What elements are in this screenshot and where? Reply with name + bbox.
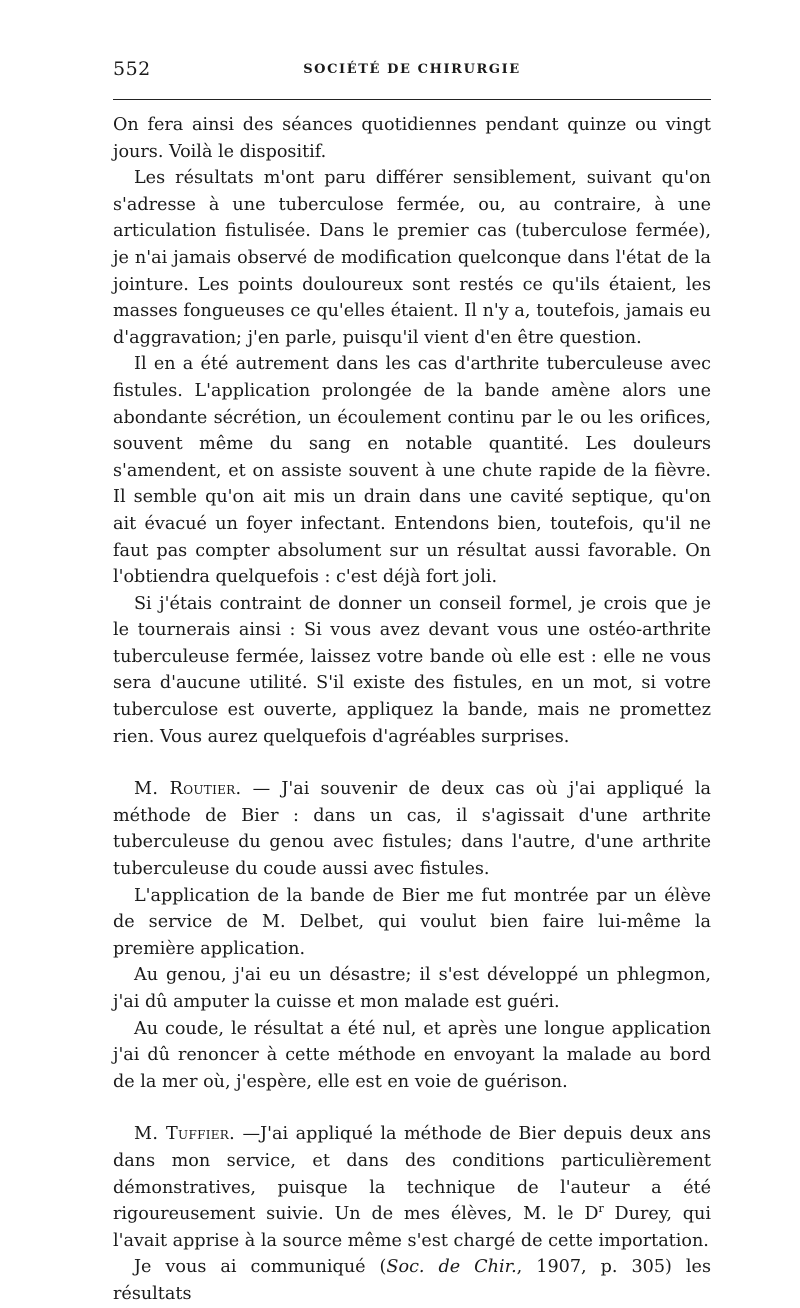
paragraph: L'application de la bande de Bier me fut montrée par un élève de service de M. Delbet, qui voulut bien faire lui-même la première application. — [113, 885, 711, 959]
speech-text-continued: Durey, qui l'avait apprise à la source même s'est chargé de cette importation. — [113, 1204, 712, 1251]
text-fragment: , 1907, p. 305) les résultats — [113, 1257, 711, 1304]
speaker-paragraph-routier — [113, 776, 711, 882]
paragraph: Au genou, j'ai eu un désastre; il s'est développé un phlegmon, j'ai dû amputer la cuisse et mon malade est guéri. — [113, 965, 711, 1012]
page-number: 552 — [113, 58, 151, 80]
paragraph — [113, 1254, 711, 1307]
page-header — [113, 58, 711, 88]
superscript: r — [598, 1202, 604, 1216]
paragraph: On fera ainsi des séances quotidiennes pendant quinze ou vingt jours. Voilà le dispositif. — [113, 115, 711, 162]
paragraph: Il en a été autrement dans les cas d'arthrite tuberculeuse avec fistules. L'application prolongée de la bande amène alors une abondante sécrétion, un écoulement continu par le ou les orifices, souvent même du sang en notable quantité. Les douleurs s'amendent, et on assiste souvent à une chute rapide de la fièvre. Il semble qu'on ait mis un drain dans une cavité septique, qu'on ait évacué un foyer infectant. Entendons bien, toutefois, qu'il ne faut pas compter absolument sur un résultat aussi favorable. On l'obtiendra quelquefois : c'est déjà fort joli. — [113, 354, 711, 588]
speech-text: — J'ai souvenir de deux cas où j'ai appliqué la méthode de Bier : dans un cas, il s'agissait d'une arthrite tuberculeuse du genou avec fistules; dans l'autre, d'une arthrite tuberculeuse du coude aussi avec fistules. — [113, 779, 711, 880]
paragraph: Au coude, le résultat a été nul, et après une longue application j'ai dû renoncer à cette méthode en envoyant la malade au bord de la mer où, j'espère, elle est en voie de guérison. — [113, 1018, 711, 1092]
body-text — [113, 112, 711, 1308]
header-rule — [113, 99, 711, 100]
text-fragment: Je vous ai communiqué ( — [134, 1257, 387, 1278]
speaker-paragraph-tuffier — [113, 1121, 711, 1254]
speaker-name: M. Routier. — [134, 779, 242, 800]
running-title: SOCIÉTÉ DE CHIRURGIE — [303, 62, 521, 77]
speaker-name: M. Tuffier. — [134, 1124, 236, 1145]
paragraph: Les résultats m'ont paru différer sensiblement, suivant qu'on s'adresse à une tuberculose fermée, ou, au contraire, à une articulation fistulisée. Dans le premier cas (tuberculose fermée), je n'ai jamais observé de modification quelconque dans l'état de la jointure. Les points douloureux sont restés ce qu'ils étaient, les masses fongueuses ce qu'elles étaient. Il n'y a, toutefois, jamais eu d'aggravation; j'en parle, puisqu'il vient d'en être question. — [113, 168, 711, 348]
speech-text: —J'ai appliqué la méthode de Bier depuis deux ans dans mon service, et dans des conditions particulièrement démonstratives, puisque la technique de l'auteur a été rigoureusement suivie. Un de mes élèves, M. le D — [113, 1124, 711, 1225]
paragraph: Si j'étais contraint de donner un conseil formel, je crois que je le tournerais ainsi : Si vous avez devant vous une ostéo-arthrite tuberculeuse fermée, laissez votre bande où elle est : elle ne vous sera d'aucune utilité. S'il existe des fistules, en un mot, si votre tuberculose est ouverte, appliquez la bande, mais ne promettez rien. Vous aurez quelquefois d'agréables surprises. — [113, 593, 711, 747]
citation-reference: Soc. de Chir. — [386, 1257, 517, 1278]
